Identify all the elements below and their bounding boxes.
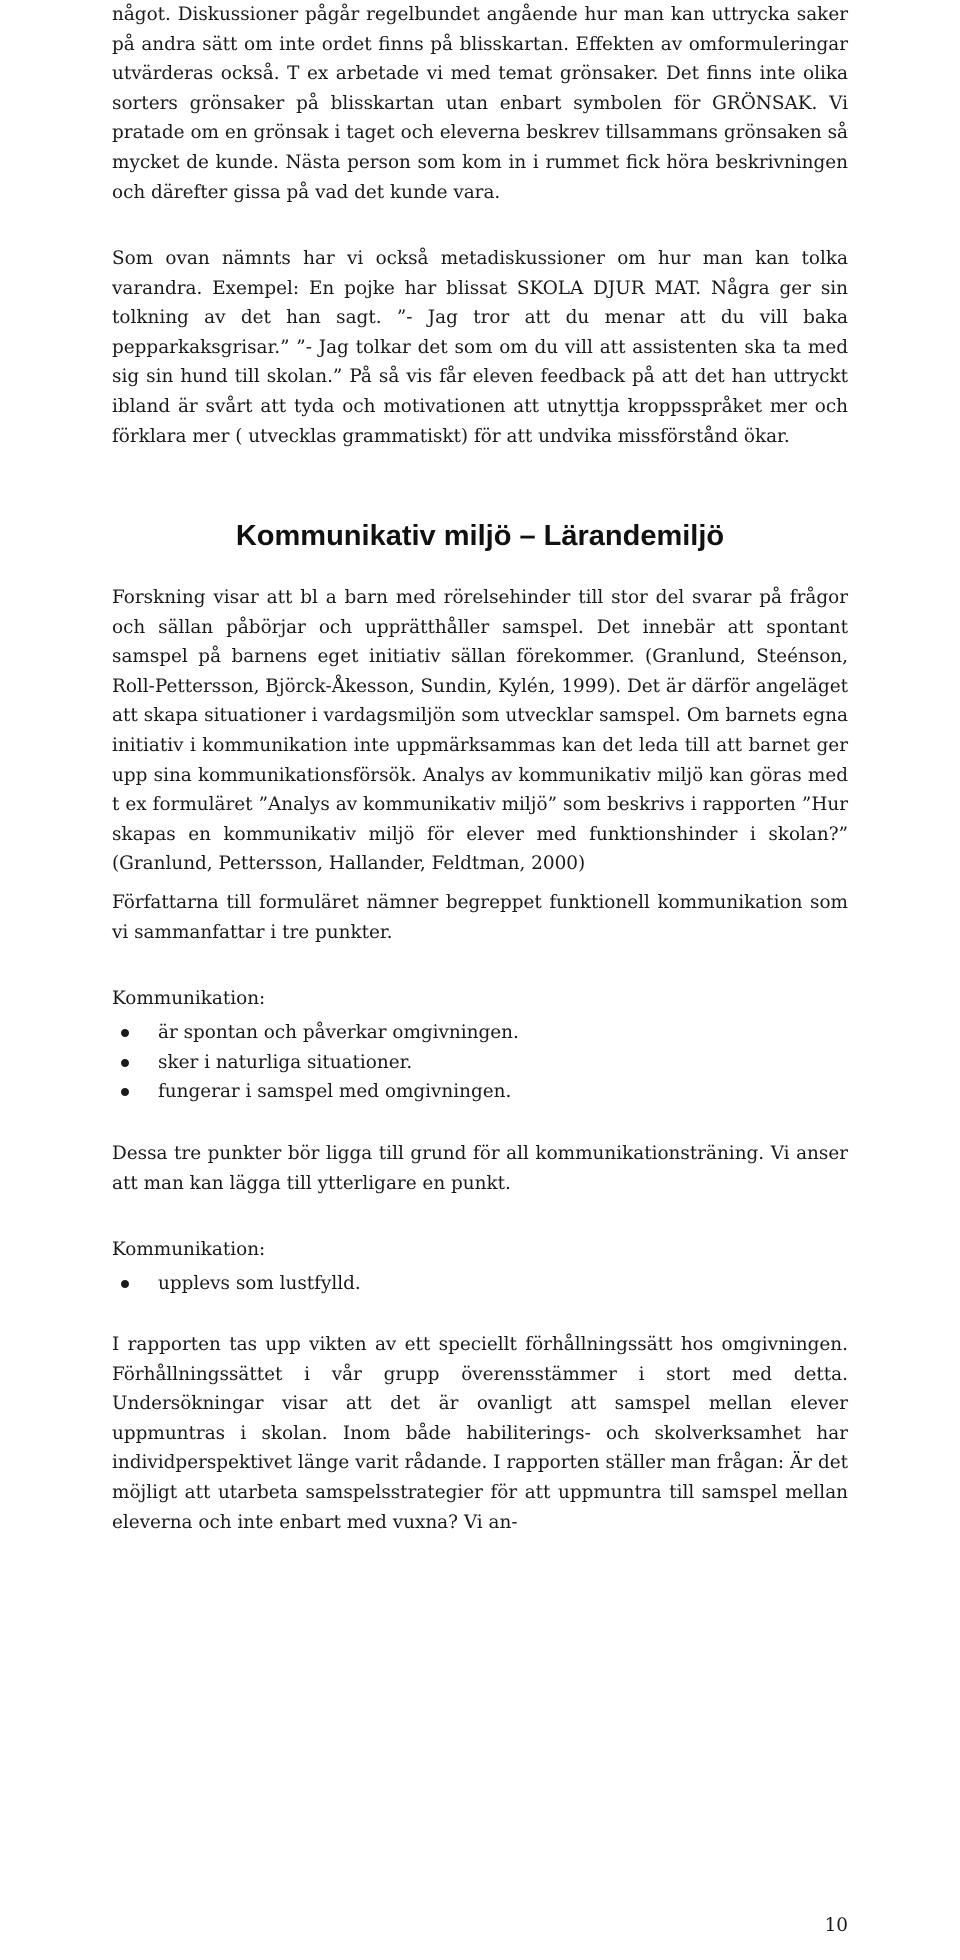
list-item-text: fungerar i samspel med omgivningen. bbox=[158, 1081, 512, 1103]
paragraph-4: Författarna till formuläret nämner begreppet funktionell kommunikation som vi sammanfattar i tre punkter. bbox=[112, 892, 848, 943]
list-item-text: är spontan och påverkar omgivningen. bbox=[158, 1022, 519, 1043]
bullet-list-1 bbox=[112, 1018, 848, 1107]
list-item-text: sker i naturliga situationer. bbox=[158, 1051, 413, 1073]
list-item-text: upplevs som lustfylld. bbox=[158, 1273, 361, 1294]
bullet-icon bbox=[121, 1280, 129, 1288]
list-item bbox=[112, 1018, 848, 1048]
paragraph-5: Dessa tre punkter bör ligga till grund för all kommunikationsträning. Vi anser att man kan lägga till ytterligare en punkt. bbox=[112, 1143, 848, 1194]
page-number: 10 bbox=[824, 1915, 848, 1936]
list-label-1: Kommunikation: bbox=[112, 988, 266, 1009]
bullet-icon bbox=[121, 1029, 129, 1037]
paragraph-2: Som ovan nämnts har vi också metadiskussioner om hur man kan tolka varandra. Exempel: En pojke har blissat SKOLA DJUR MAT. Några ger sin tolkning av det han sagt. ”- Jag tror att du menar att du vill baka pepparkaksgrisar.” ”- Jag tolkar det som om du vill att assistenten ska ta med sig sin hund till skolan.” På så vis får eleven feedback på att det han uttryckt ibland är svårt att tyda och motivationen att utnyttja kroppsspråket mer och förklara mer ( utvecklas grammatiskt) för att undvika missförstånd ökar. bbox=[112, 248, 848, 447]
bullet-icon bbox=[121, 1088, 129, 1096]
bullet-list-2 bbox=[112, 1269, 848, 1299]
list-item bbox=[112, 1048, 848, 1078]
bullet-icon bbox=[121, 1059, 129, 1067]
paragraph-3: Forskning visar att bl a barn med rörelsehinder till stor del svarar på frågor och sällan påbörjar och upprätthåller samspel. Det innebär att spontant samspel på barnens eget initiativ sällan förekommer. (Granlund, Steénson, Roll-Pettersson, Björck-Åkesson, Sundin, Kylén, 1999). Det är därför angeläget att skapa situationer i vardagsmiljön som utvecklar samspel. Om barnets egna initiativ i kommunikation inte uppmärksammas kan det leda till att barnet ger upp sina kommunikationsförsök. Analys av kommunikativ miljö kan göras med t ex formuläret ”Analys av kommunikativ miljö” som beskrivs i rapporten ”Hur skapas en kommunikativ miljö för elever med funktionshinder i skolan?” (Granlund, Pettersson, Hallander, Feldtman, 2000) bbox=[112, 587, 848, 875]
paragraph-6: I rapporten tas upp vikten av ett speciellt förhållningssätt hos omgivningen. Förhållningssättet i vår grupp överensstämmer i stort med detta. Undersökningar visar att det är ovanligt att samspel mellan elever uppmuntras i skolan. Inom både habiliterings- och skolverksamhet har individperspektivet länge varit rådande. I rapporten ställer man frågan: Är det möjligt att utarbeta samspelsstrategier för att uppmuntra till samspel mellan eleverna och inte enbart med vuxna? Vi an- bbox=[112, 1334, 848, 1533]
section-heading: Kommunikativ miljö – Lärandemiljö bbox=[235, 520, 725, 552]
paragraph-1: något. Diskussioner pågår regelbundet angående hur man kan uttrycka saker på andra sätt om inte ordet finns på blisskartan. Effekten av omformuleringar utvärderas också. T ex arbetade vi med temat grönsaker. Det finns inte olika sorters grönsaker på blisskartan utan enbart symbolen för GRÖNSAK. Vi pratade om en grönsak i taget och eleverna beskrev tillsammans grönsaken så mycket de kunde. Nästa person som kom in i rummet fick höra beskrivningen och därefter gissa på vad det kunde vara. bbox=[112, 4, 848, 203]
list-item bbox=[112, 1269, 848, 1299]
list-label-2: Kommunikation: bbox=[112, 1239, 266, 1260]
list-item bbox=[112, 1077, 848, 1107]
